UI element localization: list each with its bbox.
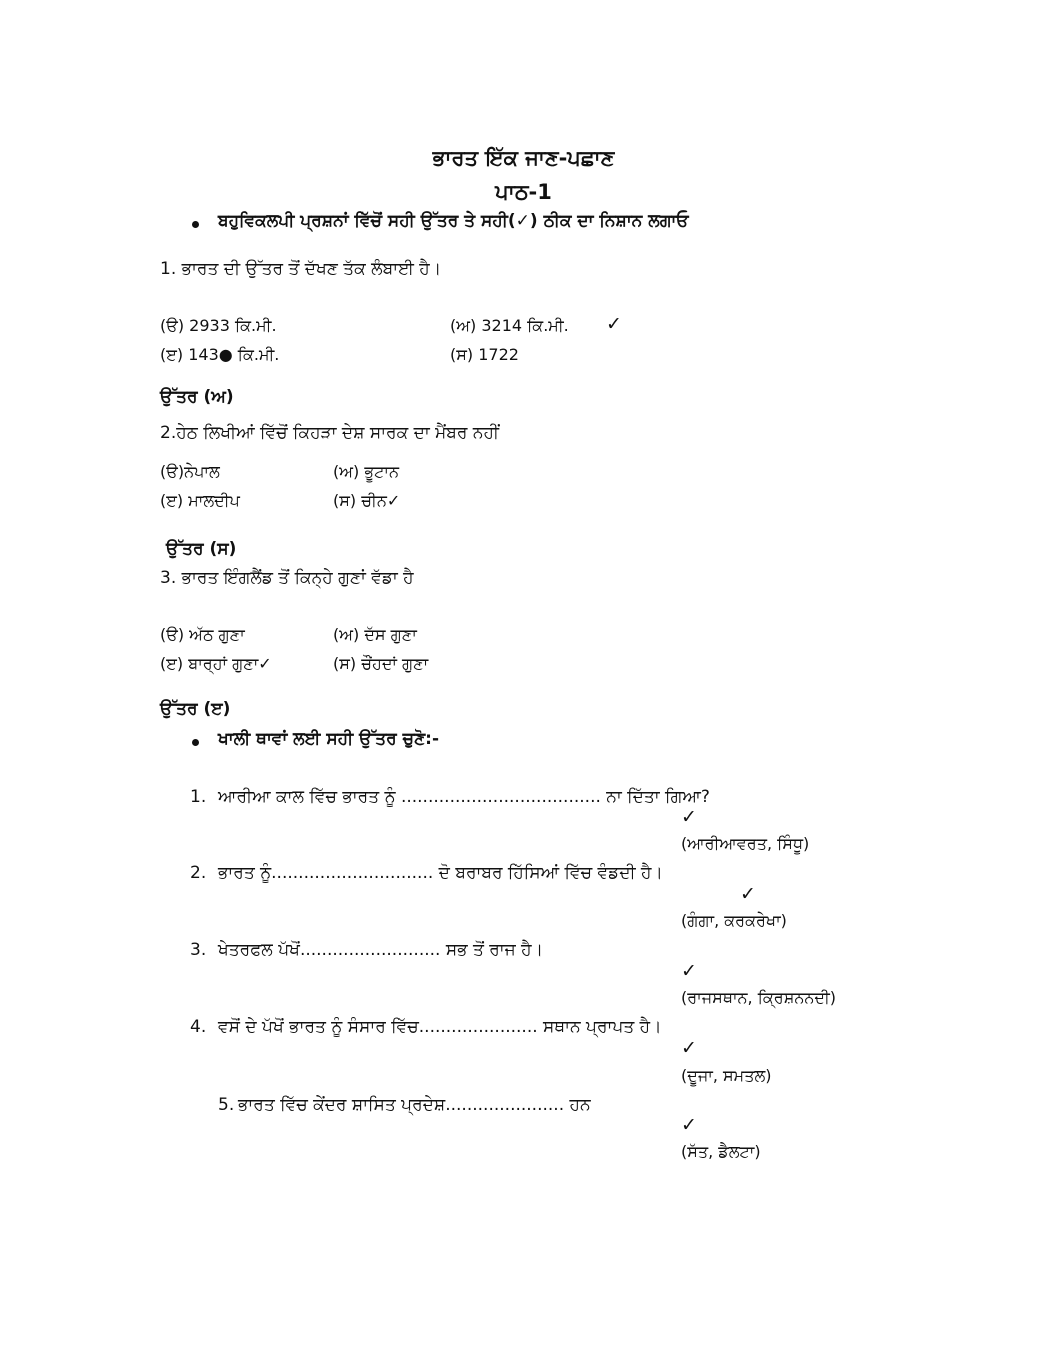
fill-item-4-number: 4. <box>190 1017 207 1037</box>
fill-item-1-hint: (ਆਰੀਆਵਰਤ, ਸਿੰਧੂ) <box>681 834 810 853</box>
fill-item-2-tick: ✓ <box>740 883 756 905</box>
fill-item-3-hint: (ਰਾਜਸਥਾਨ, ਕ੍ਰਿਸ਼ਨਨਦੀ) <box>681 988 837 1007</box>
fill-item-3-text: ਖੇਤਰਫਲ ਪੱਖੋਂ.......................... ਸਭ ਤੋਂ ਰਾਜ ਹੈ। <box>218 940 544 960</box>
bullet-icon <box>192 739 199 746</box>
q3-answer: ਉੱਤਰ (ੲ) <box>160 699 231 719</box>
q3-option-c: (ੲ) ਬਾਰ੍ਹਾਂ ਗੁਣਾ✓ <box>160 654 272 673</box>
fill-item-5-number: 5. <box>218 1095 235 1115</box>
q2-option-c: (ੲ) ਮਾਲਦੀਪ <box>160 491 240 510</box>
q2-option-d: (ਸ) ਚੀਨ✓ <box>333 491 401 510</box>
fill-item-1-number: 1. <box>190 787 207 807</box>
q2-option-b: (ਅ) ਭੂਟਾਨ <box>333 462 399 481</box>
q3-option-d: (ਸ) ਚੌਂਹਦਾਂ ਗੁਣਾ <box>333 654 429 673</box>
q1-tick-mark: ✓ <box>606 313 622 335</box>
fill-item-4-hint: (ਦੂਜਾ, ਸਮਤਲ) <box>681 1066 772 1085</box>
q2-option-a: (ੳ)ਨੇਪਾਲ <box>160 462 220 481</box>
fill-item-4-tick: ✓ <box>681 1037 697 1059</box>
bullet-icon <box>192 221 199 228</box>
section1-instruction: ਬਹੁਵਿਕਲਪੀ ਪ੍ਰਸ਼ਨਾਂ ਵਿੱਚੋਂ ਸਹੀ ਉੱਤਰ ਤੇ ਸਹੀ(✓) ਠੀਕ ਦਾ ਨਿਸ਼ਾਨ ਲਗਾਓ <box>218 211 689 231</box>
fill-item-1-text: ਆਰੀਆ ਕਾਲ ਵਿੱਚ ਭਾਰਤ ਨੂੰ ..................................... ਨਾ ਦਿੱਤਾ ਗਿਆ? <box>218 787 710 807</box>
question-3: 3. ਭਾਰਤ ਇੰਗਲੈਂਡ ਤੋਂ ਕਿਨ੍ਹੇ ਗੁਣਾਂ ਵੱਡਾ ਹੈ <box>160 568 414 588</box>
lesson-label: ਪਾਠ-1 <box>495 180 552 204</box>
fill-item-3-number: 3. <box>190 940 207 960</box>
question-1: 1. ਭਾਰਤ ਦੀ ਉੱਤਰ ਤੋਂ ਦੱਖਣ ਤੱਕ ਲੰਬਾਈ ਹੈ। <box>160 259 442 279</box>
fill-item-5-hint: (ਸੱਤ, ਡੈਲਟਾ) <box>681 1142 761 1161</box>
fill-item-2-number: 2. <box>190 863 207 883</box>
question-2: 2.ਹੇਠ ਲਿਖੀਆਂ ਵਿੱਚੋਂ ਕਿਹੜਾ ਦੇਸ਼ ਸਾਰਕ ਦਾ ਮੈਂਬਰ ਨਹੀਂ <box>160 423 500 443</box>
fill-item-3-tick: ✓ <box>681 960 697 982</box>
fill-item-4-text: ਵਸੋਂ ਦੇ ਪੱਖੋਂ ਭਾਰਤ ਨੂੰ ਸੰਸਾਰ ਵਿੱਚ...................... ਸਥਾਨ ਪ੍ਰਾਪਤ ਹੈ। <box>218 1017 662 1037</box>
q3-option-b: (ਅ) ਦੱਸ ਗੁਣਾ <box>333 625 417 644</box>
q3-option-a: (ੳ) ਅੱਠ ਗੁਣਾ <box>160 625 245 644</box>
section2-instruction: ਖਾਲੀ ਥਾਵਾਂ ਲਈ ਸਹੀ ਉੱਤਰ ਚੁਣੋ:- <box>218 729 440 749</box>
q1-option-d: (ਸ) 1722 <box>450 345 519 364</box>
q2-answer: ਉੱਤਰ (ਸ) <box>166 539 237 559</box>
fill-item-5-text: ਭਾਰਤ ਵਿੱਚ ਕੇਂਦਰ ਸ਼ਾਸਿਤ ਪ੍ਰਦੇਸ਼...................... ਹਨ <box>238 1095 591 1115</box>
fill-item-5-tick: ✓ <box>681 1114 697 1136</box>
page-title: ਭਾਰਤ ਇੱਕ ਜਾਣ-ਪਛਾਣ <box>432 146 615 170</box>
fill-item-2-hint: (ਗੰਗਾ, ਕਰਕਰੇਖਾ) <box>681 911 787 930</box>
fill-item-1-tick: ✓ <box>681 806 697 828</box>
q1-option-c: (ੲ) 143● ਕਿ.ਮੀ. <box>160 345 280 364</box>
fill-item-2-text: ਭਾਰਤ ਨੂੰ.............................. ਦੋ ਬਰਾਬਰ ਹਿੱਸਿਆਂ ਵਿੱਚ ਵੰਡਦੀ ਹੈ। <box>218 863 663 883</box>
q1-option-a: (ੳ) 2933 ਕਿ.ਮੀ. <box>160 316 277 335</box>
q1-option-b: (ਅ) 3214 ਕਿ.ਮੀ. <box>450 316 569 335</box>
q1-answer: ਉੱਤਰ (ਅ) <box>160 387 234 407</box>
